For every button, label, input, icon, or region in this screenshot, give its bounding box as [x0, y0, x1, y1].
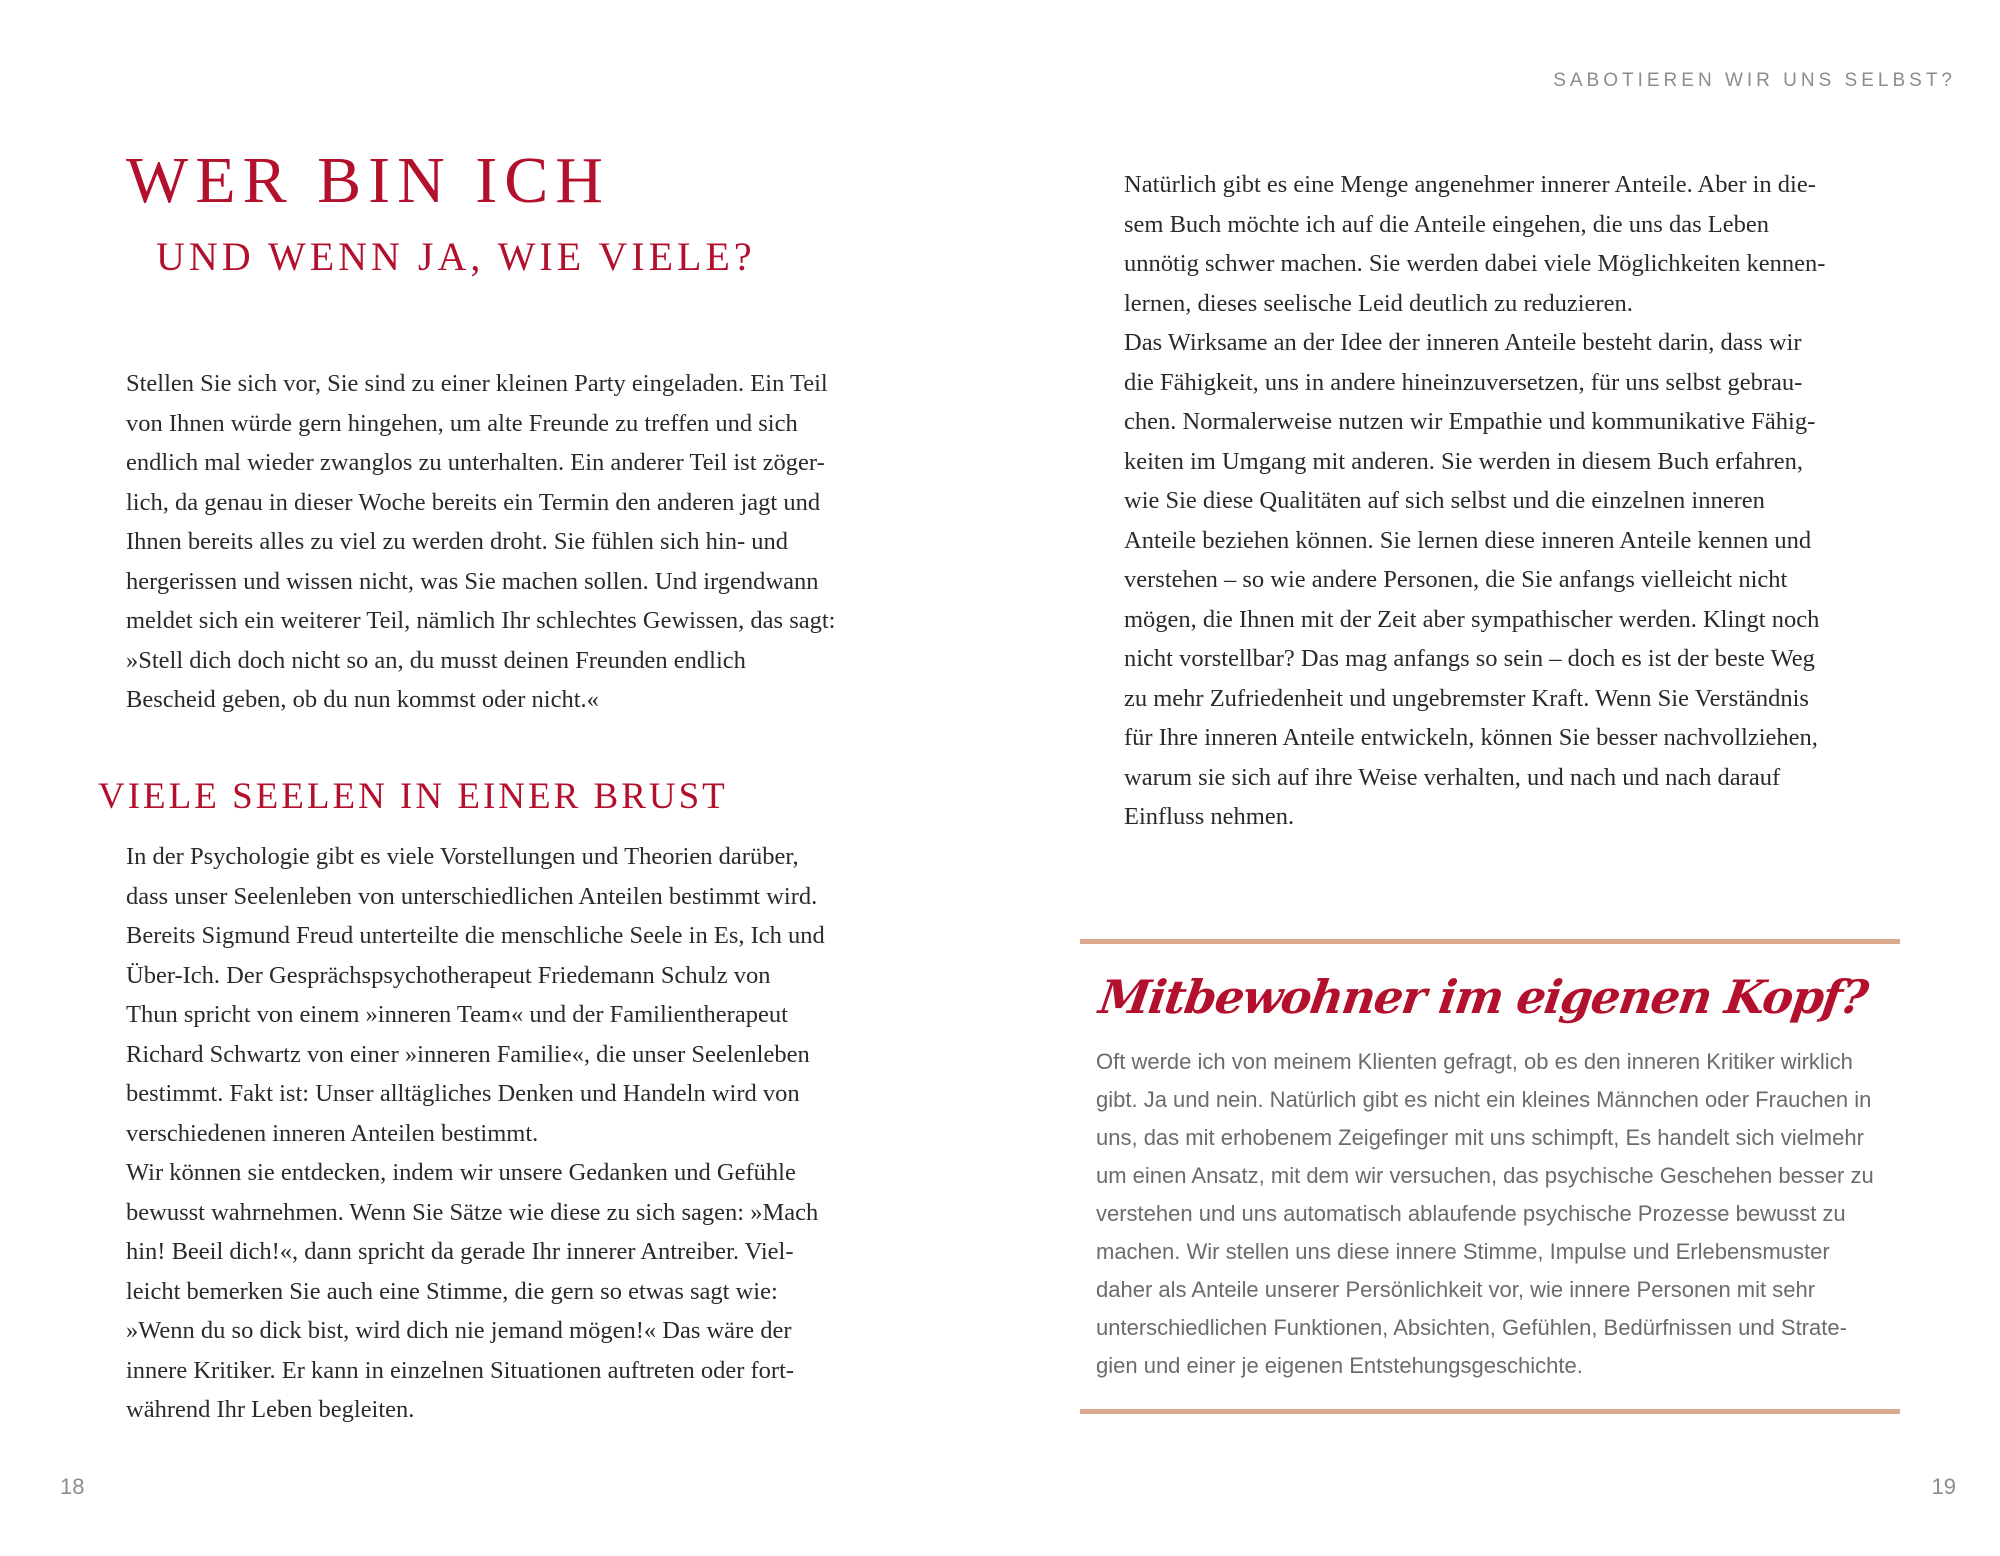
- section-body: [126, 837, 906, 1430]
- paragraph-line: sem Buch möchte ich auf die Anteile eingehen, die uns das Leben: [1124, 210, 1769, 238]
- page-number-right: 19: [1931, 1474, 1956, 1499]
- paragraph-line: warum sie sich auf ihre Weise verhalten, und nach und nach darauf: [1124, 763, 1781, 791]
- paragraph-line: innere Kritiker. Er kann in einzelnen Situationen auftreten oder fort-: [126, 1356, 795, 1384]
- paragraph-line: lernen, dieses seelische Leid deutlich zu reduzieren.: [1124, 289, 1633, 317]
- paragraph-line: Stellen Sie sich vor, Sie sind zu einer kleinen Party eingeladen. Ein Teil: [126, 370, 828, 397]
- paragraph-line: meldet sich ein weiterer Teil, nämlich Ihr schlechtes Gewissen, das sagt:: [126, 607, 836, 634]
- paragraph-line: Einfluss nehmen.: [1124, 803, 1295, 830]
- paragraph-line: verstehen – so wie andere Personen, die Sie anfangs vielleicht nicht: [1124, 566, 1788, 593]
- section-heading: VIELE SEELEN IN EINER BRUST: [98, 776, 728, 817]
- paragraph-line: hin! Beeil dich!«, dann spricht da gerade Ihr innerer Antreiber. Viel-: [126, 1238, 794, 1265]
- paragraph-line: zu mehr Zufriedenheit und ungebremster Kraft. Wenn Sie Verständnis: [1124, 684, 1809, 712]
- paragraph-line: Das Wirksame an der Idee der inneren Anteile besteht darin, dass wir: [1124, 329, 1802, 356]
- paragraph-line: endlich mal wieder zwanglos zu unterhalten. Ein anderer Teil ist zöger-: [126, 449, 825, 476]
- paragraph-line: Natürlich gibt es eine Menge angenehmer innerer Anteile. Aber in die-: [1124, 171, 1816, 198]
- right-column-text: [1124, 165, 1904, 837]
- paragraph-line: In der Psychologie gibt es viele Vorstellungen und Theorien darüber,: [126, 843, 799, 870]
- box-line: Oft werde ich von meinem Klienten gefragt, ob es den inneren Kritiker wirklich: [1096, 1049, 1853, 1074]
- paragraph-line: unnötig schwer machen. Sie werden dabei viele Möglichkeiten kennen-: [1124, 250, 1826, 277]
- box-line: gien und einer je eigenen Entstehungsgeschichte.: [1096, 1353, 1583, 1378]
- paragraph-line: Thun spricht von einem »inneren Team« und der Familientherapeut: [126, 1001, 788, 1028]
- box-line: um einen Ansatz, mit dem wir versuchen, das psychische Geschehen besser zu: [1096, 1163, 1874, 1188]
- box-text: [1096, 1043, 1896, 1385]
- paragraph-line: dass unser Seelenleben von unterschiedlichen Anteilen bestimmt wird.: [126, 882, 818, 910]
- box-line: uns, das mit erhobenem Zeigefinger mit uns schimpft, Es handelt sich vielmehr: [1096, 1125, 1864, 1150]
- paragraph-line: Wir können sie entdecken, indem wir unsere Gedanken und Gefühle: [126, 1159, 796, 1186]
- paragraph-line: nicht vorstellbar? Das mag anfangs so sein – doch es ist der beste Weg: [1124, 645, 1815, 672]
- box-bottom-rule: [1080, 1409, 1900, 1414]
- chapter-title: WER BIN ICH: [126, 144, 610, 217]
- paragraph-line: bestimmt. Fakt ist: Unser alltägliches Denken und Handeln wird von: [126, 1080, 800, 1107]
- paragraph-line: chen. Normalerweise nutzen wir Empathie und kommunikative Fähig-: [1124, 408, 1816, 435]
- paragraph-line: wie Sie diese Qualitäten auf sich selbst und die einzelnen inneren: [1124, 487, 1765, 514]
- box-line: verstehen und uns automatisch ablaufende psychische Prozesse bewusst zu: [1096, 1201, 1846, 1226]
- paragraph-line: lich, da genau in dieser Woche bereits ein Termin den anderen jagt und: [126, 488, 821, 516]
- paragraph-line: »Wenn du so dick bist, wird dich nie jemand mögen!« Das wäre der: [126, 1317, 792, 1344]
- paragraph-line: mögen, die Ihnen mit der Zeit aber sympathischer werden. Klingt noch: [1124, 605, 1820, 633]
- paragraph-line: hergerissen und wissen nicht, was Sie machen sollen. Und irgendwann: [126, 567, 819, 595]
- intro-paragraph: [126, 364, 906, 720]
- paragraph-line: »Stell dich doch nicht so an, du musst deinen Freunden endlich: [126, 646, 746, 674]
- box-line: unterschiedlichen Funktionen, Absichten, Gefühlen, Bedürfnissen und Strate-: [1096, 1315, 1847, 1340]
- paragraph-line: Ihnen bereits alles zu viel zu werden droht. Sie fühlen sich hin- und: [126, 528, 788, 555]
- box-line: gibt. Ja und nein. Natürlich gibt es nicht ein kleines Männchen oder Frauchen in: [1096, 1087, 1872, 1112]
- paragraph-line: Richard Schwartz von einer »inneren Familie«, die unser Seelenleben: [126, 1040, 810, 1068]
- box-line: machen. Wir stellen uns diese innere Stimme, Impulse und Erlebensmuster: [1096, 1239, 1830, 1264]
- paragraph-line: Über-Ich. Der Gesprächspsychotherapeut Friedemann Schulz von: [126, 961, 771, 989]
- page-number-left: 18: [60, 1474, 85, 1499]
- box-title: Mitbewohner im eigenen Kopf?: [1095, 970, 1871, 1024]
- paragraph-line: während Ihr Leben begleiten.: [126, 1396, 415, 1423]
- paragraph-line: Bereits Sigmund Freud unterteilte die menschliche Seele in Es, Ich und: [126, 922, 825, 949]
- paragraph-line: für Ihre inneren Anteile entwickeln, können Sie besser nachvollziehen,: [1124, 724, 1818, 751]
- paragraph-line: verschiedenen inneren Anteilen bestimmt.: [126, 1119, 539, 1147]
- chapter-subtitle: UND WENN JA, WIE VIELE?: [156, 234, 756, 279]
- box-top-rule: [1080, 939, 1900, 944]
- paragraph-line: die Fähigkeit, uns in andere hineinzuversetzen, für uns selbst gebrau-: [1124, 368, 1803, 396]
- box-line: daher als Anteile unserer Persönlichkeit vor, wie innere Personen mit sehr: [1096, 1277, 1816, 1302]
- paragraph-line: keiten im Umgang mit anderen. Sie werden in diesem Buch erfahren,: [1124, 447, 1803, 475]
- paragraph-line: leicht bemerken Sie auch eine Stimme, die gern so etwas sagt wie:: [126, 1277, 778, 1305]
- running-head: SABOTIEREN WIR UNS SELBST?: [1553, 70, 1956, 91]
- paragraph-line: von Ihnen würde gern hingehen, um alte Freunde zu treffen und sich: [126, 409, 798, 437]
- paragraph-line: bewusst wahrnehmen. Wenn Sie Sätze wie diese zu sich sagen: »Mach: [126, 1198, 819, 1226]
- paragraph-line: Anteile beziehen können. Sie lernen diese inneren Anteile kennen und: [1124, 526, 1812, 554]
- paragraph-line: Bescheid geben, ob du nun kommst oder nicht.«: [126, 686, 599, 713]
